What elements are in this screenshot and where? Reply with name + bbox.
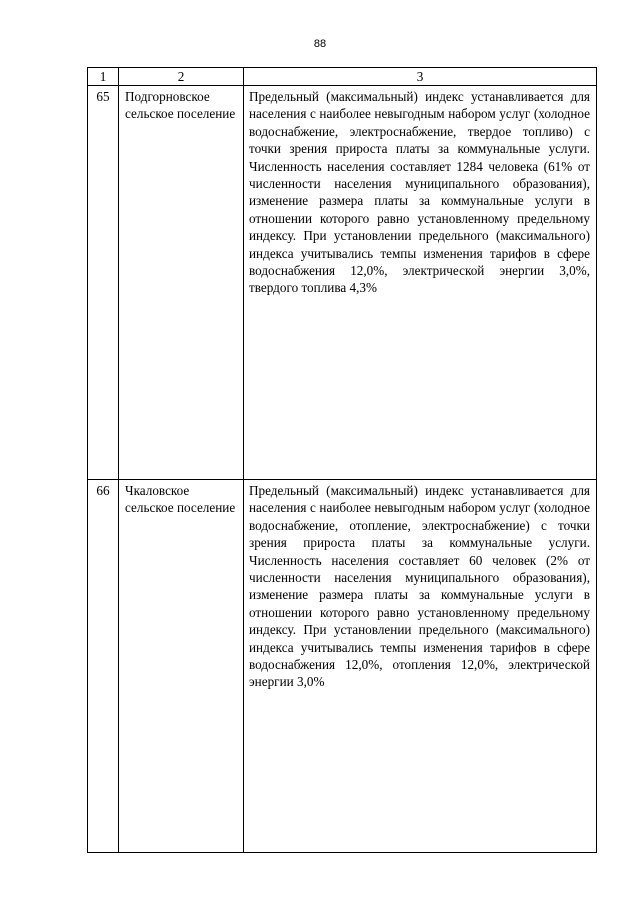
description-cell — [244, 480, 597, 853]
settlement-name: Подгорновское сельское поселение — [125, 89, 236, 122]
table-row — [88, 480, 597, 853]
row-number: 65 — [96, 89, 110, 104]
table-header-row — [88, 68, 597, 86]
index-description: Предельный (максимальный) индекс устанавливается для населения с наиболее невыгодным набором услуг (холодное водоснабжение, отопление, электроснабжение) с точки зрения прироста платы за коммунальные услуги. Численность населения составляет 60 человек (2% от численности населения муниципального образования), изменение размера платы за коммунальные услуги в отношении которого равно установленному предельному индексу. При установлении предельного (максимального) индекса учитывались темпы изменения тарифов в сфере водоснабжения 12,0%, отопления 12,0%, электрической энергии 3,0% — [249, 483, 590, 690]
page-number: 88 — [313, 38, 327, 50]
table-row — [88, 86, 597, 480]
municipal-index-table — [87, 67, 597, 853]
row-number-cell — [88, 86, 119, 480]
header-col-3: 3 — [244, 68, 597, 86]
description-cell — [244, 86, 597, 480]
header-col-1: 1 — [88, 68, 119, 86]
index-description: Предельный (максимальный) индекс устанавливается для населения с наиболее невыгодным набором услуг (холодное водоснабжение, электроснабжение, твердое топливо) с точки зрения прироста платы за коммунальные услуги. Численность населения составляет 1284 человека (61% от численности населения муниципального образования), изменение размера платы за коммунальные услуги в отношении которого равно установленному предельному индексу. При установлении предельного (максимального) индекса учитывались темпы изменения тарифов в сфере водоснабжения 12,0%, электрической энергии 3,0%, твердого топлива 4,3% — [249, 89, 590, 296]
settlement-name: Чкаловское сельское поселение — [125, 483, 236, 516]
settlement-name-cell — [119, 480, 244, 853]
settlement-name-cell — [119, 86, 244, 480]
header-col-2: 2 — [119, 68, 244, 86]
row-number: 66 — [96, 483, 110, 498]
row-number-cell — [88, 480, 119, 853]
